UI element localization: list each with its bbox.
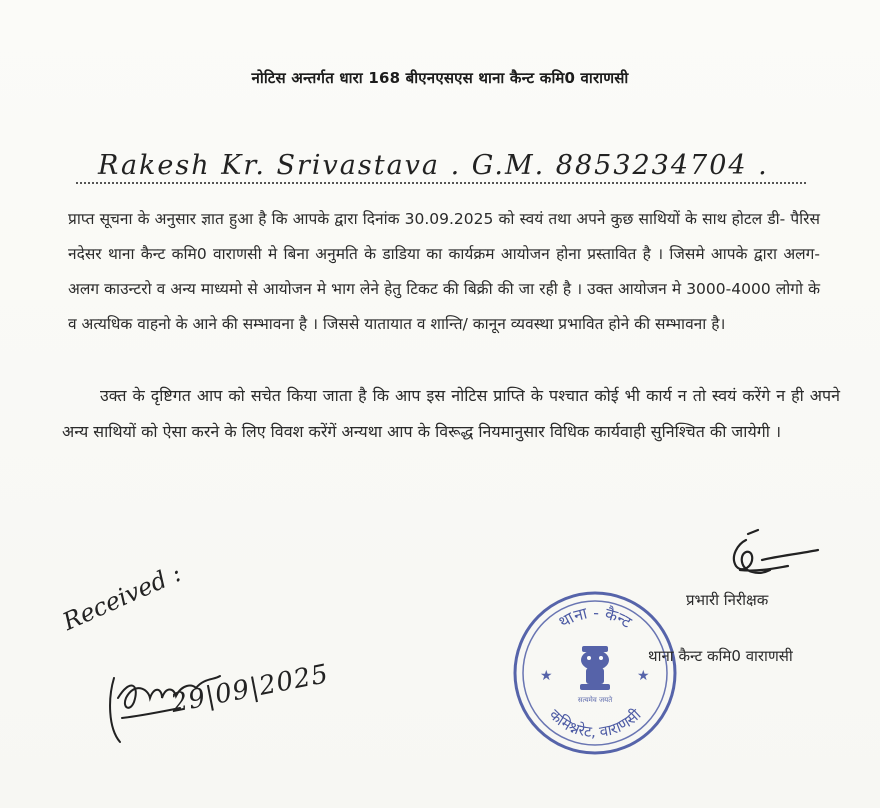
stamp-star-left: ★ bbox=[540, 668, 553, 684]
stamp-bottom-text: कमिश्नरेट, वाराणसी bbox=[545, 705, 645, 742]
addressee-handwritten: Rakesh Kr. Srivastava . G.M. 8853234704 . bbox=[98, 150, 769, 181]
officer-title: प्रभारी निरीक्षक bbox=[686, 591, 769, 609]
emblem-caption: सत्यमेव जयते bbox=[577, 696, 613, 704]
received-date: 29|09|2025 bbox=[168, 659, 332, 719]
notice-paragraph-2: उक्त के दृष्टिगत आप को सचेत किया जाता है कि आप इस नोटिस प्राप्ति के पश्चात कोई भी कार्य न तो स्वयं करेंगे न ही अपने अन्य साथियों को ऐसा करने के लिए विवश करेंगें अन्यथा आप के विरूद्ध नियमानुसार विधिक कार्यवाही सुनिश्चित की जायेगी । bbox=[62, 386, 840, 441]
received-label: Received : bbox=[58, 558, 186, 636]
stamp-top-text: थाना - कैन्ट bbox=[555, 602, 636, 632]
addressee-line bbox=[76, 150, 806, 184]
notice-paragraph-1: प्राप्त सूचना के अनुसार ज्ञात हुआ है कि आपके द्वारा दिनांक 30.09.2025 को स्वयं तथा अपने कुछ साथियों के साथ होटल डी- पैरिस नदेसर थाना कैन्ट कमि0 वाराणसी मे बिना अनुमति के डाडिया का कार्यक्रम आयोजन होना प्रस्तावित है । जिसमे आपके द्वारा अलग- अलग काउन्टरो व अन्य माध्यमो से आयोजन मे भाग लेने हेतु टिकट की बिक्री की जा रही है । उक्त आयोजन मे 3000-4000 लोगो के व अत्यधिक वाहनो के आने की सम्भावना है । जिससे यातायात व शान्ति/ कानून व्यवस्था प्रभावित होने की सम्भावना है। bbox=[68, 210, 820, 333]
officer-station: थाना कैन्ट कमि0 वाराणसी bbox=[648, 647, 793, 665]
station-stamp bbox=[510, 588, 680, 758]
notice-title: नोटिस अन्तर्गत धारा 168 बीएनएसएस थाना कैन्ट कमि0 वाराणसी bbox=[251, 69, 629, 87]
dotted-line bbox=[76, 182, 806, 184]
national-emblem-icon bbox=[580, 646, 610, 690]
received-block bbox=[58, 558, 380, 768]
officer-signature bbox=[718, 526, 828, 596]
stamp-star-right: ★ bbox=[637, 668, 650, 684]
